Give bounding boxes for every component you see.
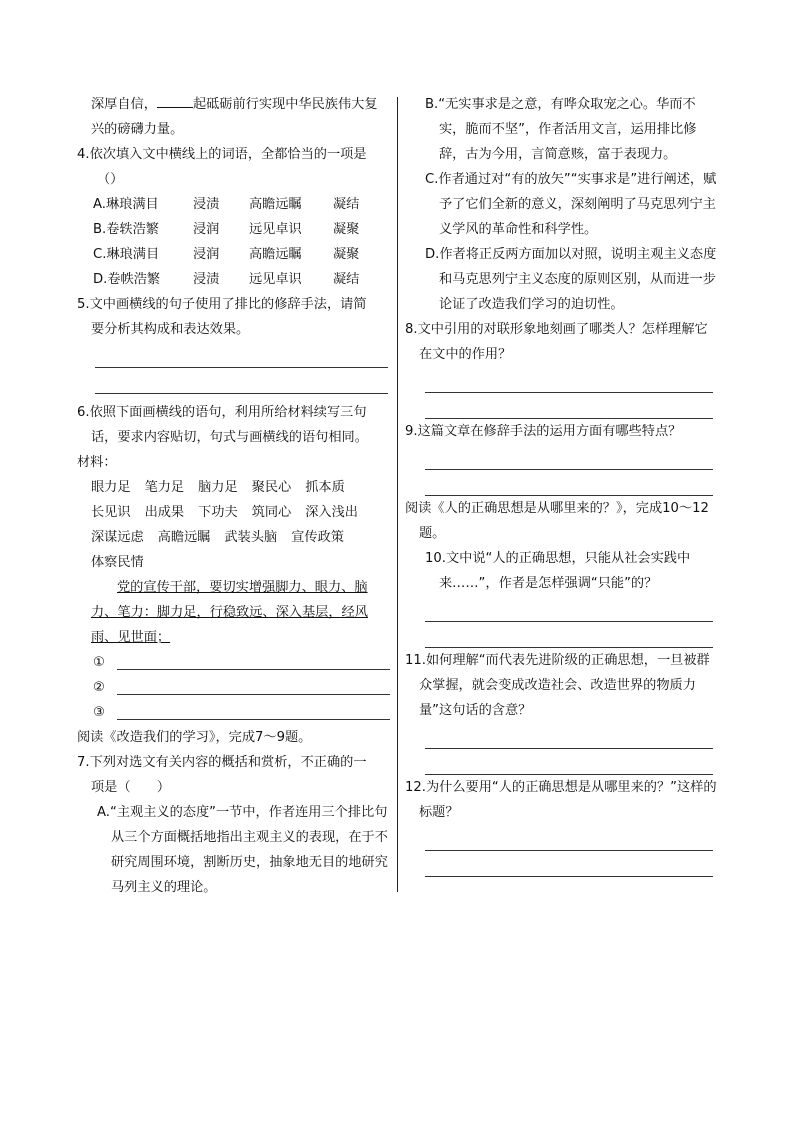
q4-paren: （） [97, 172, 124, 187]
q11-answer-line-2[interactable] [425, 749, 713, 775]
q12-answer-line-1[interactable] [425, 825, 713, 851]
q6-stem-2: 话，要求内容贴切，句式与画横线的语句相同。 [91, 430, 368, 445]
q11-stem: 11.如何理解“而代表先进阶级的正确思想，一旦被群众掌握，就会变成改造社会、改造世界的物质力量”这句话的含意？ [405, 653, 710, 718]
column-divider [397, 97, 398, 892]
q6-material-row: 体察民情 [91, 555, 144, 570]
q5-stem: 5.文中画横线的句子使用了排比的修辞手法，请简 [77, 297, 367, 312]
q7-option-d[interactable]: D.作者将正反两方面加以对照，说明主观主义态度和马克思列宁主义态度的原则区别，从而进一步论证了改造我们学习的迫切性。 [425, 247, 717, 312]
q6-stem: 6.依照下面画横线的语句，利用所给材料续写三句 [77, 405, 367, 420]
q6-blank-3[interactable]: ③ [77, 700, 390, 725]
q12-answer-line-2[interactable] [425, 851, 713, 877]
q8-answer-line-1[interactable] [425, 367, 713, 393]
q7-option-c[interactable]: C.作者通过对“有的放矢”“实事求是”进行阐述，赋予了它们全新的意义，深刻阐明了马克思列宁主义学风的革命性和科学性。 [425, 172, 717, 237]
q10-stem: 10.文中说“人的正确思想，只能从社会实践中来……”，作者是怎样强调“只能”的？ [425, 551, 691, 591]
q4-option-b[interactable]: B.卷轶浩繁 浸润 远见卓识 凝聚 [93, 222, 360, 237]
q4-option-c[interactable]: C.琳琅满目 浸润 高瞻远瞩 凝聚 [93, 247, 360, 262]
q5-answer-line-2[interactable] [95, 368, 388, 394]
q12-stem: 12.为什么要用“人的正确思想是从哪里来的？”这样的标题？ [405, 780, 717, 820]
right-column [405, 92, 719, 877]
q6-material-row: 眼力足 笔力足 脑力足 聚民心 抓本质 [91, 480, 345, 495]
fill-blank [157, 93, 193, 108]
q10-answer-line-2[interactable] [425, 622, 713, 648]
q6-material-row: 深谋远虑 高瞻远瞩 武装头脑 宣传政策 [91, 530, 344, 545]
q4-stem: 4.依次填入文中横线上的词语，全都恰当的一项是 [77, 147, 367, 162]
left-column [77, 92, 390, 900]
q8-answer-line-2[interactable] [425, 393, 713, 419]
reading-intro-2: 阅读《人的正确思想是从哪里来的？》，完成10～12题。 [405, 501, 709, 541]
q6-material-label: 材料： [77, 455, 117, 470]
intro-text: 深厚自信， 起砥砺前行实现中华民族伟大复 [77, 92, 390, 117]
q9-answer-line-1[interactable] [425, 444, 713, 470]
q11-answer-line-1[interactable] [425, 723, 713, 749]
q10-answer-line-1[interactable] [425, 596, 713, 622]
intro-text-2: 兴的磅礴力量。 [91, 122, 184, 137]
q6-passage: 党的宣传干部，要切实增强脚力、眼力、脑力、笔力：脚力足，行稳致远、深入基层，经风雨、见世面； [91, 580, 368, 645]
q5-stem-2: 要分析其构成和表达效果。 [91, 322, 250, 337]
q7-option-a[interactable]: A.“主观主义的态度”一节中，作者连用三个排比句从三个方面概括地指出主观主义的表现，在于不研究周围环境，割断历史，抽象地无目的地研究马列主义的理论。 [97, 805, 388, 895]
q6-blank-2[interactable]: ② [77, 675, 390, 700]
q7-stem-2: 项是（ ） [91, 780, 171, 795]
q6-blank-1[interactable]: ① [77, 650, 390, 675]
q4-option-d[interactable]: D.卷帙浩繁 浸渍 远见卓识 凝结 [93, 272, 360, 287]
reading-intro: 阅读《改造我们的学习》，完成7～9题。 [77, 730, 312, 745]
q6-material-row: 长见识 出成果 下功夫 筑同心 深入浅出 [91, 505, 358, 520]
q9-answer-line-2[interactable] [425, 470, 713, 496]
q9-stem: 9.这篇文章在修辞手法的运用方面有哪些特点？ [405, 424, 682, 439]
q7-stem: 7.下列对选文有关内容的概括和赏析，不正确的一 [77, 755, 367, 770]
q7-option-b[interactable]: B.“无实事求是之意，有哗众取宠之心。华而不实，脆而不坚”，作者活用文言，运用排比修辞，古为今用，言简意赅，富于表现力。 [425, 97, 697, 162]
q5-answer-line-1[interactable] [95, 342, 388, 368]
q4-options [77, 192, 390, 292]
q4-option-a[interactable]: A.琳琅满目 浸渍 高瞻远瞩 凝结 [93, 197, 360, 212]
q8-stem: 8.文中引用的对联形象地刻画了哪类人？怎样理解它在文中的作用？ [405, 322, 708, 362]
